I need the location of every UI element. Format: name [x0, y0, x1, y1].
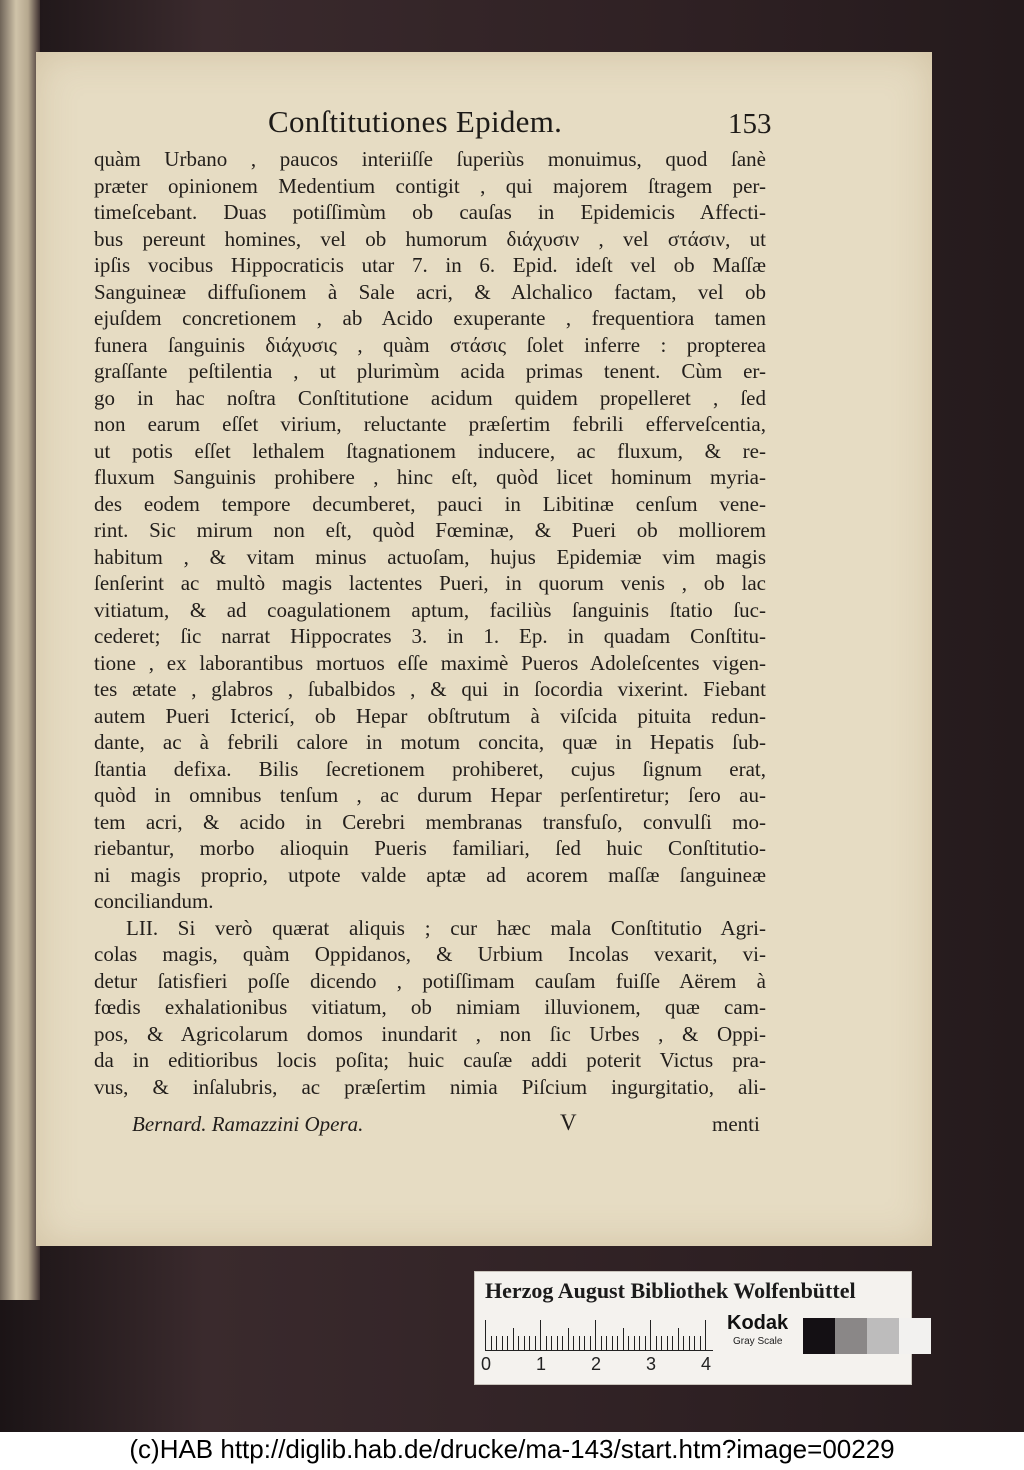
- text-line: funera ſanguinis διάχυσις , quàm στάσις ſolet inferre : propterea: [94, 332, 766, 357]
- ruler-tick: [540, 1320, 541, 1350]
- ruler-tick: [601, 1336, 602, 1350]
- text-line: vitiatum, & ad coagulationem aptum, faciliùs ſanguinis ſtatio ſuc-: [94, 597, 766, 622]
- ruler: [485, 1318, 713, 1351]
- ruler-tick: [606, 1336, 607, 1350]
- ruler-tick: [634, 1336, 635, 1350]
- ruler-tick: [683, 1336, 684, 1350]
- gray-swatch: [867, 1318, 899, 1354]
- ruler-tick: [639, 1336, 640, 1350]
- ruler-tick: [568, 1328, 569, 1350]
- adjacent-page-edge: [0, 0, 40, 1300]
- ruler-tick: [590, 1336, 591, 1350]
- text-line: Sanguineæ diffuſionem à Sale acri, & Alchalico factam, vel ob: [94, 279, 766, 304]
- text-line: des eodem tempore decumberet, pauci in Libitinæ cenſum vene-: [94, 491, 766, 516]
- text-line: ejuſdem concretionem , ab Acido exuperante , frequentiora tamen: [94, 306, 766, 330]
- text-line: timeſcebant. Duas potiſſimùm ob cauſas in Epidemicis Affecti-: [94, 200, 766, 224]
- library-name: Herzog August Bibliothek Wolfenbüttel: [485, 1278, 856, 1303]
- ruler-tick: [623, 1328, 624, 1350]
- ruler-tick: [694, 1336, 695, 1350]
- ruler-tick: [661, 1336, 662, 1350]
- text-line: quòd in omnibus tenſum , ac durum Hepar perſentiretur; ſero au-: [94, 783, 766, 807]
- text-line: fœdis exhalationibus vitiatum, ob nimiam illuvionem, quæ cam-: [94, 995, 766, 1019]
- text-line: non earum eſſet virium, reluctante præſertim febrili efferveſcentia,: [94, 412, 766, 436]
- text-line: riebantur, morbo alioquin Pueris familiari, ſed huic Conſtitutio-: [94, 836, 766, 860]
- ruler-tick: [656, 1336, 657, 1350]
- text-line: conciliandum.: [94, 889, 214, 913]
- ruler-tick: [700, 1336, 701, 1350]
- page-number: 153: [728, 108, 772, 140]
- ruler-tick: [529, 1336, 530, 1350]
- ruler-tick: [496, 1336, 497, 1350]
- ruler-tick: [672, 1336, 673, 1350]
- ruler-tick: [507, 1336, 508, 1350]
- text-line: rint. Sic mirum non eſt, quòd Fœminæ, & Pueri ob molliorem: [94, 518, 766, 542]
- body-text: [94, 146, 766, 1100]
- text-line: quàm Urbano , paucos interiiſſe ſuperiùs monuimus, quod ſanè: [94, 147, 766, 171]
- text-line: ſtantia defixa. Bilis ſecretionem prohiberet, cujus ſignum erat,: [94, 756, 766, 781]
- text-line: da in editioribus locis poſita; huic cauſæ addi poterit Victus pra-: [94, 1048, 766, 1072]
- text-line: ipſis vocibus Hippocraticis utar 7. in 6. Epid. ideſt vel ob Maſſæ: [94, 253, 766, 277]
- text-line: vus, & inſalubris, ac præſertim nimia Piſcium ingurgitatio, ali-: [94, 1074, 766, 1099]
- text-line: præter opinionem Medentium contigit , qui majorem ſtragem per-: [94, 173, 766, 198]
- text-line: colas magis, quàm Oppidanos, & Urbium Incolas vexarit, vi-: [94, 942, 766, 966]
- ruler-number: 2: [591, 1354, 602, 1374]
- ruler-tick: [628, 1336, 629, 1350]
- ruler-tick: [491, 1336, 492, 1350]
- copyright-url-text: (c)HAB http://diglib.hab.de/drucke/ma-143/start.htm?image=00229: [129, 1434, 895, 1464]
- gray-swatch: [899, 1318, 931, 1354]
- text-line: autem Pueri Ictericí, ob Hepar obſtrutum à viſcida pituita redun-: [94, 703, 766, 728]
- text-line: habitum , & vitam minus actuoſam, hujus Epidemiæ vim magis: [94, 544, 766, 569]
- ruler-tick: [579, 1336, 580, 1350]
- text-line: pos, & Agricolarum domos inundarit , non ſic Urbes , & Oppi-: [94, 1021, 766, 1046]
- text-line: tem acri, & acido in Cerebri membranas transfuſo, convulſi mo-: [94, 809, 766, 834]
- ruler-tick: [513, 1328, 514, 1350]
- ruler-tick: [551, 1336, 552, 1350]
- text-line: cederet; ſic narrat Hippocrates 3. in 1. Ep. in quadam Conſtitu-: [94, 624, 766, 648]
- ruler-tick: [645, 1336, 646, 1350]
- ruler-number: 0: [481, 1354, 492, 1374]
- copyright-url-bar: [0, 1432, 1024, 1470]
- running-head: Conſtitutiones Epidem.: [268, 104, 563, 139]
- catchword: menti: [712, 1112, 760, 1136]
- ruler-tick: [546, 1336, 547, 1350]
- ruler-tick: [595, 1320, 596, 1350]
- gray-swatch: [835, 1318, 867, 1354]
- ruler-tick: [518, 1336, 519, 1350]
- ruler-tick: [612, 1336, 613, 1350]
- ruler-tick: [689, 1336, 690, 1350]
- kodak-logo: Kodak: [727, 1312, 789, 1334]
- ruler-tick: [562, 1336, 563, 1350]
- text-line: fluxum Sanguinis prohibere , hinc eſt, quòd licet hominum myria-: [94, 465, 766, 489]
- text-line: dante, ac à febrili calore in motum concita, quæ in Hepatis ſub-: [94, 730, 766, 754]
- ruler-tick: [667, 1336, 668, 1350]
- ruler-tick: [705, 1320, 706, 1350]
- signature-mark: V: [560, 1110, 577, 1135]
- text-line: graſſante peſtilentia , ut plurimùm acida primas tenent. Cùm er-: [94, 359, 766, 383]
- ruler-tick: [650, 1320, 651, 1350]
- ruler-number: 1: [536, 1354, 547, 1374]
- text-line: go in hac noſtra Conſtitutione acidum quidem propelleret , ſed: [94, 385, 766, 410]
- ruler-tick: [535, 1336, 536, 1350]
- color-target-card: [474, 1271, 912, 1385]
- ruler-tick: [524, 1336, 525, 1350]
- text-line: ni magis proprio, utpote valde aptæ ad acorem maſſæ ſanguineæ: [94, 862, 766, 887]
- ruler-tick: [485, 1320, 486, 1350]
- ruler-tick: [617, 1336, 618, 1350]
- ruler-number: 4: [701, 1354, 712, 1374]
- gray-swatch: [803, 1318, 835, 1354]
- text-line: LII. Si verò quærat aliquis ; cur hæc mala Conſtitutio Agri-: [126, 915, 766, 940]
- text-line: tes ætate , glabros , ſubalbidos , & qui in ſocordia vixerint. Fiebant: [94, 677, 766, 701]
- text-line: ſenſerint ac multò magis lactentes Pueri, in quorum venis , ob lac: [94, 571, 766, 595]
- text-line: tione , ex laborantibus mortuos eſſe maximè Pueros Adoleſcentes vigen-: [94, 650, 766, 675]
- ruler-number: 3: [646, 1354, 657, 1374]
- footer-author-line: Bernard. Ramazzini Opera.: [132, 1112, 364, 1136]
- ruler-tick: [557, 1336, 558, 1350]
- text-line: ut potis eſſet lethalem ſtagnationem inducere, ac fluxum, & re-: [94, 438, 766, 463]
- ruler-tick: [678, 1328, 679, 1350]
- ruler-tick: [584, 1336, 585, 1350]
- gray-scale-label: Gray Scale: [733, 1336, 783, 1347]
- text-line: bus pereunt homines, vel ob humorum διάχυσιν , vel στάσιν, ut: [94, 226, 766, 251]
- ruler-tick: [573, 1336, 574, 1350]
- ruler-tick: [502, 1336, 503, 1350]
- text-line: detur ſatisfieri poſſe dicendo , potiſſimam cauſam fuiſſe Aërem à: [94, 968, 766, 993]
